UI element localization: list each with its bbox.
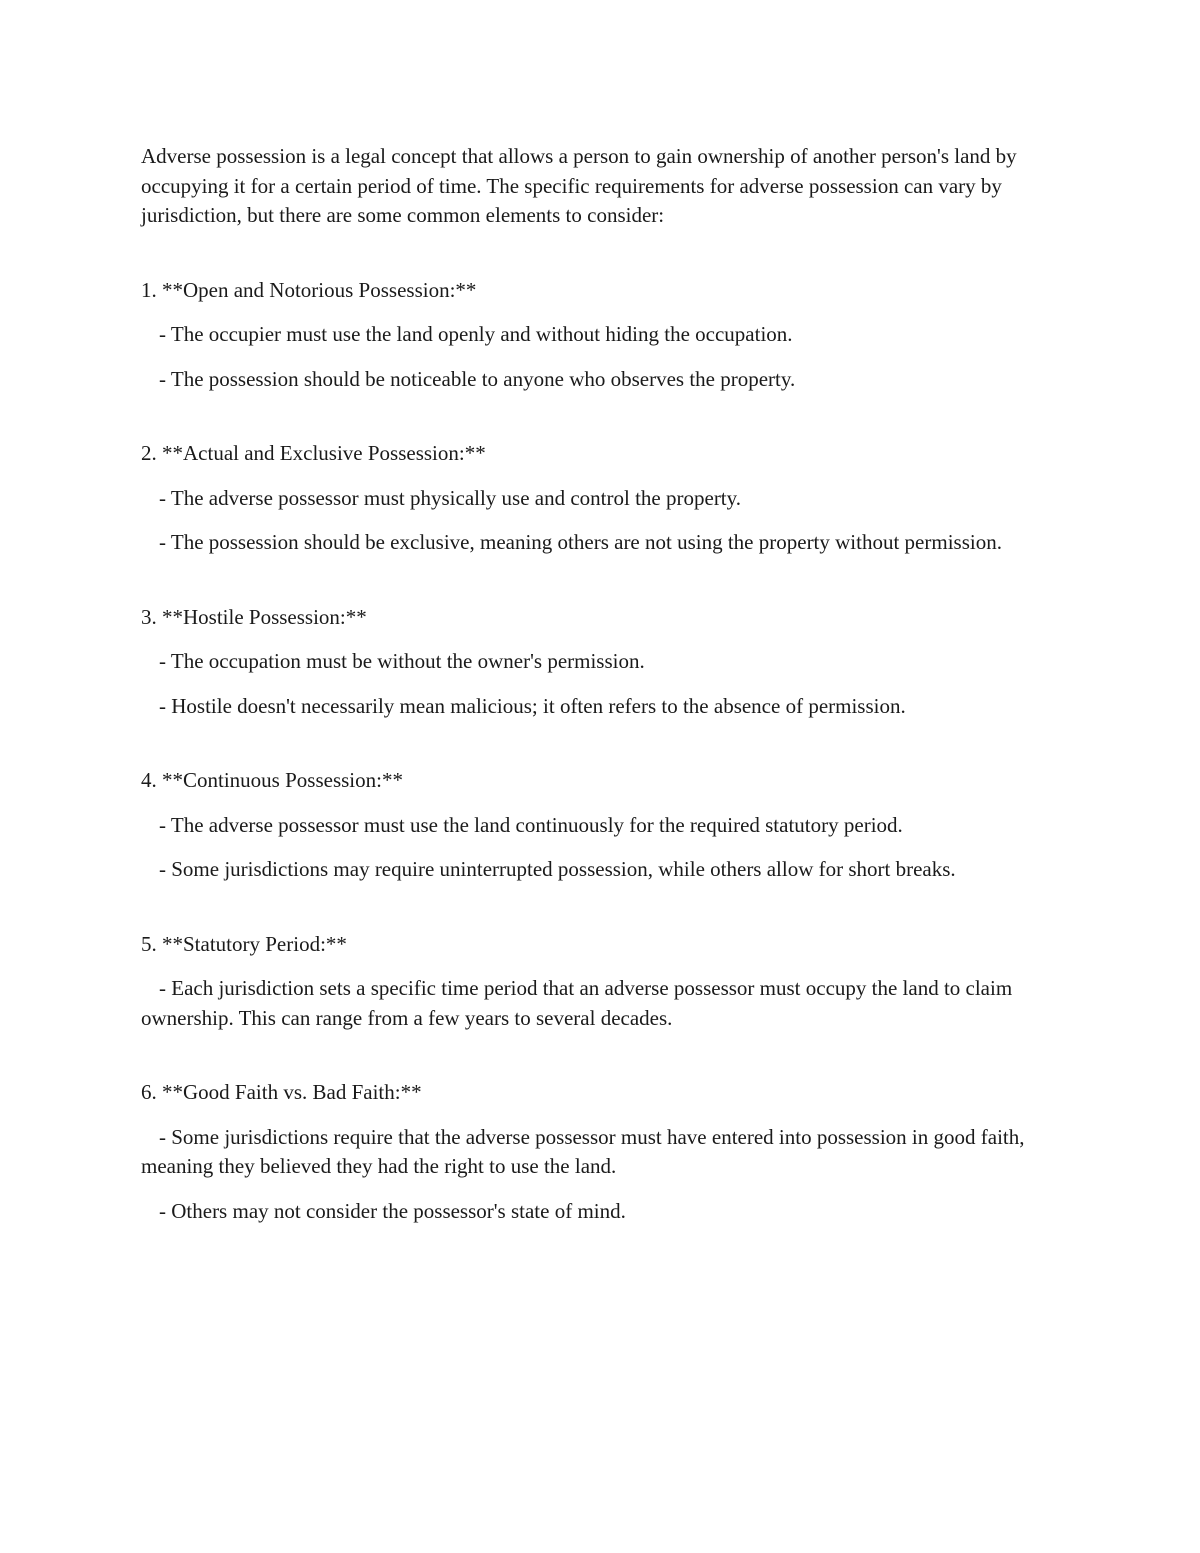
section-heading: 1. **Open and Notorious Possession:** — [141, 277, 477, 302]
section-heading: 4. **Continuous Possession:** — [141, 768, 403, 792]
bullet-item: - The occupier must use the land openly and without hiding the occupation. — [159, 322, 793, 346]
bullet-item: - The occupation must be without the owner's permission. — [159, 649, 645, 673]
bullet-item: - The possession should be noticeable to anyone who observes the property. — [159, 366, 796, 391]
intro-paragraph: Adverse possession is a legal concept that allows a person to gain ownership of another person's land by occupying it for a certain period of time. The specific requirements for adverse possession can vary by jurisdiction, but there are some common elements to consider: — [141, 144, 1017, 227]
bullet-item: - Each jurisdiction sets a specific time period that an adverse possessor must occupy the land to claim ownership. This can range from a few years to several decades. — [141, 976, 1013, 1030]
section-heading: 2. **Actual and Exclusive Possession:** — [141, 441, 486, 465]
bullet-item: - Some jurisdictions may require uninterrupted possession, while others allow for short breaks. — [159, 857, 956, 881]
bullet-item: - The possession should be exclusive, meaning others are not using the property without permission. — [159, 530, 1002, 554]
bullet-item: - Hostile doesn't necessarily mean malicious; it often refers to the absence of permission. — [159, 693, 906, 718]
section-hostile — [141, 603, 1071, 722]
section-heading: 6. **Good Faith vs. Bad Faith:** — [141, 1080, 422, 1104]
section-statutory-period — [141, 930, 1071, 1034]
bullet-item: - The adverse possessor must physically use and control the property. — [159, 485, 742, 510]
bullet-item: - The adverse possessor must use the land continuously for the required statutory period. — [159, 812, 903, 837]
section-heading: 5. **Statutory Period:** — [141, 931, 347, 956]
bullet-item: - Some jurisdictions require that the adverse possessor must have entered into possession in good faith, meaning they believed they had the right to use the land. — [141, 1124, 1025, 1178]
section-open-notorious — [141, 276, 1071, 395]
section-continuous — [141, 766, 1071, 885]
section-good-faith — [141, 1078, 1071, 1226]
section-heading: 3. **Hostile Possession:** — [141, 604, 367, 629]
document-body — [141, 142, 1071, 1226]
section-actual-exclusive — [141, 439, 1071, 558]
bullet-item: - Others may not consider the possessor's state of mind. — [159, 1198, 626, 1223]
